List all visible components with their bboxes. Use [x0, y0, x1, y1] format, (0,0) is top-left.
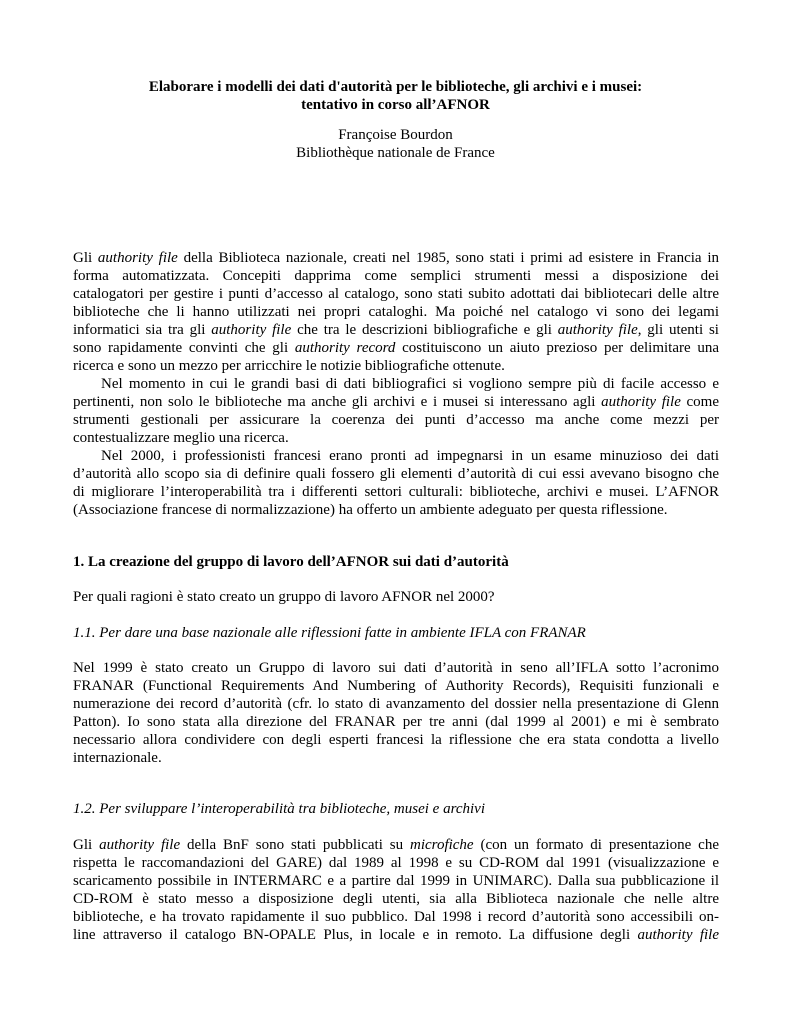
text-line: CD-ROM è stato messo a disposizione degli utenti, sia alla Biblioteca nazionale che nelle altre	[73, 891, 719, 907]
text-line: pertinenti, non solo le biblioteche ma anche gli archivi e i musei si interessano agli authority file come	[73, 394, 719, 410]
text-line: d’autorità allo scopo sia di definire quali fossero gli elementi d’autorità di cui essi avevano bisogno che	[73, 466, 719, 482]
text-line: Patton). Io sono stata alla direzione del FRANAR per tre anni (dal 1999 al 2001) e mi è sembrato	[73, 714, 719, 730]
text-line: sono rapidamente convinti che gli authority record costituiscono un aiuto prezioso per delimitare una	[73, 340, 720, 356]
italic-term: authority file	[637, 927, 719, 943]
text-line: internazionale.	[73, 750, 162, 766]
text-line: (Associazione francese di normalizzazione) ha offerto un ambiente adeguato per questa riflessione.	[73, 502, 668, 518]
subsection-1-2-heading-wrap	[73, 800, 719, 818]
text-line: catalogatori per gestire i punti d’accesso al catalogo, sono stati subito adottati dai bibliotecari delle altre	[73, 286, 719, 302]
section-1-heading: 1. La creazione del gruppo di lavoro dell’AFNOR sui dati d’autorità	[73, 554, 509, 570]
text-line: Gli authority file della BnF sono stati pubblicati su microfiche (con un formato di presentazione che	[73, 837, 719, 853]
author-block	[0, 126, 791, 162]
text-line: Nel 2000, i professionisti francesi erano pronti ad impegnarsi in un esame minuzioso dei dati	[101, 448, 719, 464]
subsection-1-1-body	[73, 659, 719, 767]
italic-term: microfiche	[410, 837, 474, 853]
text-line: di migliorare l’interoperabilità tra i differenti settori culturali: biblioteche, archivi e musei. L’AFNOR	[73, 484, 719, 500]
subsection-1-1-heading-wrap	[73, 624, 719, 642]
text-line: FRANAR (Functional Requirements And Numbering of Authority Records), Requisiti funzionali e	[73, 678, 719, 694]
text-line: strumenti gestionali per assicurare la coerenza dei punti d’accesso ma anche come mezzi per	[73, 412, 719, 428]
section-1-question-wrap	[73, 588, 719, 606]
italic-term: authority file	[601, 394, 681, 410]
section-1-question: Per quali ragioni è stato creato un gruppo di lavoro AFNOR nel 2000?	[73, 589, 495, 605]
intro-paragraph-3	[73, 447, 719, 519]
subsection-1-2-body	[73, 836, 719, 944]
subsection-1-1-paragraph	[73, 659, 719, 767]
section-1-heading-wrap	[73, 553, 719, 571]
subsection-1-2-paragraph	[73, 836, 719, 944]
italic-term: authority file	[99, 837, 181, 853]
text-line: Gli authority file della Biblioteca nazionale, creati nel 1985, sono stati i primi ad esistere in Francia in	[73, 250, 719, 266]
text-line: ricerca e sono un mezzo per arricchire le notizie bibliografiche ottenute.	[73, 358, 505, 374]
text-line: Nel momento in cui le grandi basi di dati bibliografici si vogliono sempre più di facile accesso e	[101, 376, 719, 392]
text-line: informatici sia tra gli authority file che tra le descrizioni bibliografiche e gli authority file, gli utenti si	[73, 322, 719, 338]
intro-paragraph-2	[73, 375, 719, 447]
text-line: contestualizzare meglio una ricerca.	[73, 430, 289, 446]
italic-term: authority file	[557, 322, 638, 338]
subsection-1-2-heading: 1.2. Per sviluppare l’interoperabilità tra biblioteche, musei e archivi	[73, 801, 486, 817]
intro-section	[73, 249, 719, 519]
text-line: necessario allora condividere con degli esperti francesi la riflessione che era stata condotta a livello	[73, 732, 719, 748]
text-line: biblioteche che li hanno utilizzati nei propri cataloghi. Ma poiché nel catalogo vi sono dei legami	[73, 304, 719, 320]
subsection-1-1-heading: 1.1. Per dare una base nazionale alle riflessioni fatte in ambiente IFLA con FRANAR	[73, 625, 586, 641]
text-line: forma automatizzata. Concepiti dapprima come semplici strumenti messi a disposizione dei	[73, 268, 719, 284]
text-line: scaricamento possibile in INTERMARC e a partire dal 1999 in UNIMARC). Dalla sua pubblicazione il	[73, 873, 719, 889]
title-line-2: tentativo in corso all’AFNOR	[301, 97, 490, 113]
italic-term: authority file	[97, 250, 178, 266]
intro-paragraph-1	[73, 249, 719, 375]
text-line: line attraverso il catalogo BN-OPALE Plus, in locale e in remoto. La diffusione degli authority file	[73, 927, 719, 943]
italic-term: authority file	[211, 322, 292, 338]
text-line: numerazione dei record d’autorità (cfr. lo stato di avanzamento del dossier nella presentazione di Glenn	[73, 696, 719, 712]
title-line-1: Elaborare i modelli dei dati d'autorità per le biblioteche, gli archivi e i musei:	[148, 79, 643, 95]
text-line: rispetta le raccomandazioni del GARE) dal 1989 al 1998 e su CD-ROM dal 1991 (visualizzazione e	[73, 855, 719, 871]
document-title	[0, 78, 791, 114]
text-line: Nel 1999 è stato creato un Gruppo di lavoro sui dati d’autorità in seno all’IFLA sotto l’acronimo	[73, 660, 719, 676]
text-line: biblioteche, e ha trovato rapidamente il suo pubblico. Dal 1998 i record d’autorità sono accessibili on-	[73, 909, 719, 925]
italic-term: authority record	[294, 340, 396, 356]
author-affiliation: Bibliothèque nationale de France	[296, 145, 495, 161]
author-name: Françoise Bourdon	[338, 127, 453, 143]
